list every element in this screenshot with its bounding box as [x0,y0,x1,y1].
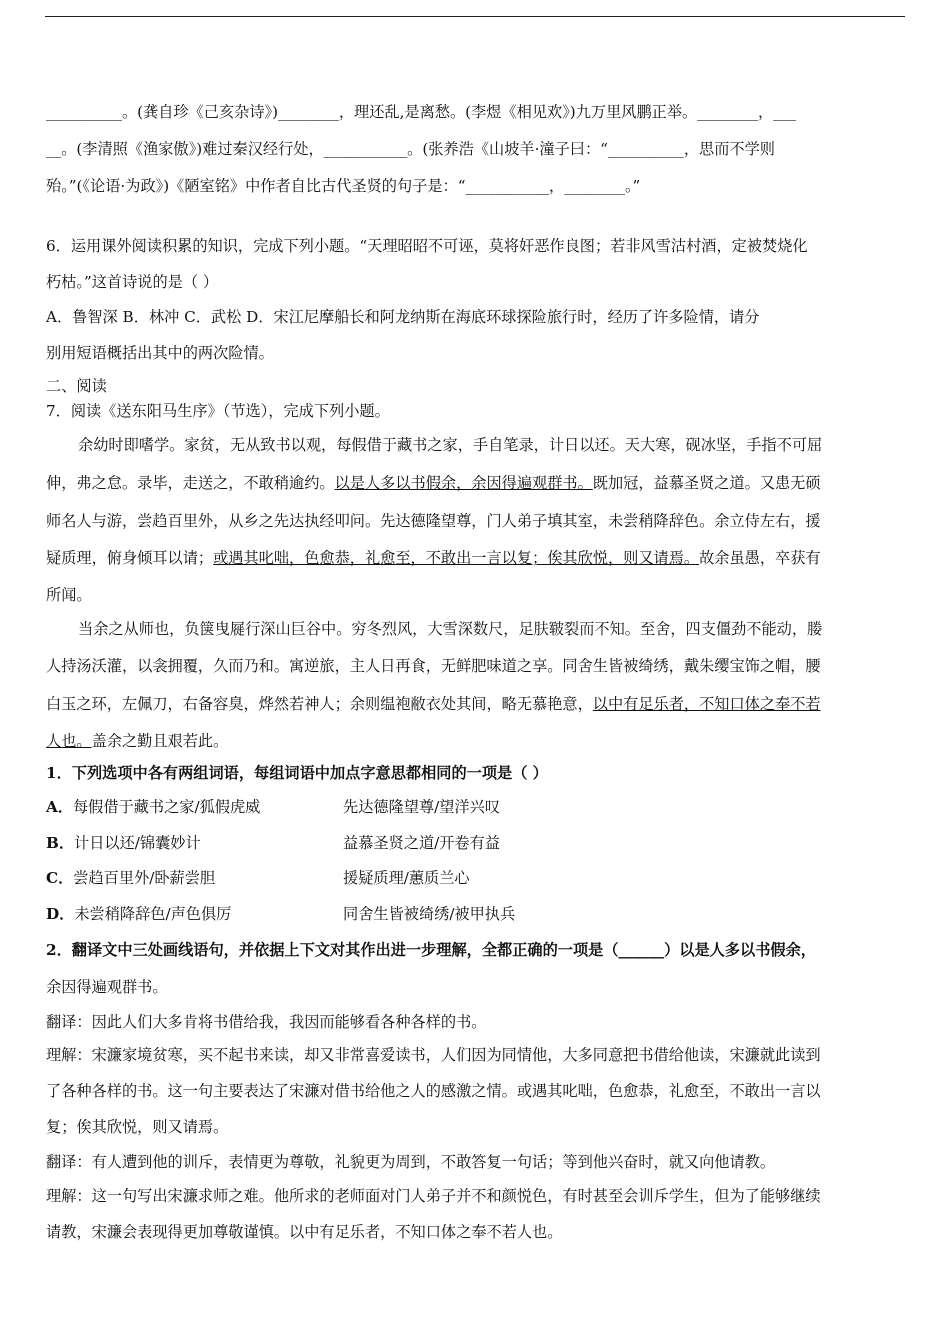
sub2-line: 翻译：有人遭到他的训斥，表情更为尊敬，礼貌更为周到，不敢答复一句话；等到他兴奋时，就又向他请教。 [46,1153,775,1171]
sub2-line: 复；俟其欣悦，则又请焉。 [46,1118,229,1136]
underlined-sentence-1: 以是人多以书假余，余因得遍观群书。 [334,474,593,492]
fill-in-line-2: __。(李清照《渔家傲》)难过秦汉经行处，___________。(张养浩《山坡羊·潼子曰：“__________，思而不学则 [46,140,775,158]
sub1-stem-text: 1．下列选项中各有两组词语，每组词语中加点字意思都相同的一项是（ ） [46,764,548,782]
sub2-line: 了各种各样的书。这一句主要表达了宋濂对借书给他之人的感激之情。或遇其叱咄，色愈恭，礼愈至，不敢出一言以 [46,1082,821,1100]
passage-line: 当余之从师也，负箧曳屣行深山巨谷中。穷冬烈风，大雪深数尺，足肤皲裂而不知。至舍，四支僵劲不能动，媵 [78,620,823,638]
fill-in-line-3: 殆。”(《论语·为政》)《陋室铭》中作者自比古代圣贤的句子是：“___________，________。” [46,177,641,195]
option-D-right: 同舍生皆被绮绣/被甲执兵 [343,905,516,923]
header-rule [45,16,905,17]
option-B-right: 益慕圣贤之道/开卷有益 [343,834,500,852]
option-label: B． [46,834,75,852]
sub2-stem: 2．翻译文中三处画线语句，并依据上下文对其作出进一步理解，全都正确的一项是（______）以是人多以书假余， [46,941,816,959]
underlined-sentence-3-end: 人也。 [46,732,92,750]
fill-in-line-1: __________。(龚自珍《己亥杂诗》)________，理还乱,是离愁。(李煜《相见欢》)九万里风鹏正举。________，___ [46,103,796,121]
passage-text: 白玉之环，左佩刀，右备容臭，烨然若神人；余则缊袍敝衣处其间，略无慕艳意， [46,695,593,713]
passage-text: 伸，弗之怠。录毕，走送之，不敢稍逾约。 [46,474,335,492]
q6-line-3: A．鲁智深 B．林冲 C．武松 D．宋江尼摩船长和阿龙纳斯在海底环球探险旅行时，经历了许多险情，请分 [46,308,760,326]
passage-line [46,548,906,568]
sub2-line: 请教，宋濂会表现得更加尊敬谨慎。以中有足乐者，不知口体之奉不若人也。 [46,1223,563,1241]
sub2-line: 理解：宋濂家境贫寒，买不起书来读，却又非常喜爱读书，人们因为同情他，大多同意把书借给他读，宋濂就此读到 [46,1046,821,1064]
sub2-line: 余因得遍观群书。 [46,978,168,996]
option-text: 计日以还/锦囊妙计 [74,834,201,852]
passage-line: 所闻。 [46,586,92,604]
underlined-sentence-3: 以中有足乐者，不知口体之奉不若 [592,695,821,713]
passage-text: 疑质理，俯身倾耳以请； [46,549,214,567]
passage-line: 余幼时即嗜学。家贫，无从致书以观，每假借于藏书之家，手自笔录，计日以还。天大寒，砚冰坚，手指不可屈 [78,436,823,454]
passage-text: 既加冠，益慕圣贤之道。又患无硕 [592,474,821,492]
passage-line [46,694,906,714]
option-A-right: 先达德隆望尊/望洋兴叹 [343,798,500,816]
q6-line-2: 朽枯。”这首诗说的是（ ） [46,273,219,291]
sub1-stem [46,763,906,783]
passage-text: 盖余之勤且艰若此。 [91,732,229,750]
q6-line-4: 别用短语概括出其中的两次险情。 [46,344,274,362]
option-C-right: 援疑质理/蕙质兰心 [343,869,470,887]
section-heading: 二、阅读 [46,377,107,395]
underlined-sentence-2: 或遇其叱咄，色愈恭，礼愈至，不敢出一言以复；俟其欣悦，则又请焉。 [213,549,700,567]
passage-line: 师名人与游，尝趋百里外，从乡之先达执经叩问。先达德隆望尊，门人弟子填其室，未尝稍降辞色。余立侍左右，援 [46,512,821,530]
q6-line-1: 6．运用课外阅读积累的知识，完成下列小题。“天理昭昭不可诬，莫将奸恶作良图；若非风雪沽村酒，定被焚烧化 [46,237,808,255]
option-label: C． [46,869,74,887]
sub2-line: 理解：这一句写出宋濂求师之难。他所求的老师面对门人弟子并不和颜悦色，有时甚至会训斥学生，但为了能够继续 [46,1187,821,1205]
passage-line: 人持汤沃灌，以衾拥覆，久而乃和。寓逆旅，主人日再食，无鲜肥味道之享。同舍生皆被绮绣，戴朱缨宝饰之帽，腰 [46,657,821,675]
option-text: 每假借于藏书之家/狐假虎威 [72,798,261,816]
option-text: 尝趋百里外/卧薪尝胆 [73,869,216,887]
sub2-line: 翻译：因此人们大多肯将书借给我，我因而能够看各种各样的书。 [46,1013,487,1031]
q7-title: 7．阅读《送东阳马生序》（节选），完成下列小题。 [46,402,390,420]
passage-line [46,473,906,493]
option-text: 未尝稍降辞色/声色俱厉 [74,905,232,923]
option-label: D． [46,905,75,923]
option-label: A． [46,798,73,816]
passage-line [46,731,906,751]
passage-text: 故余虽愚，卒获有 [699,549,821,567]
option-C [46,868,906,888]
